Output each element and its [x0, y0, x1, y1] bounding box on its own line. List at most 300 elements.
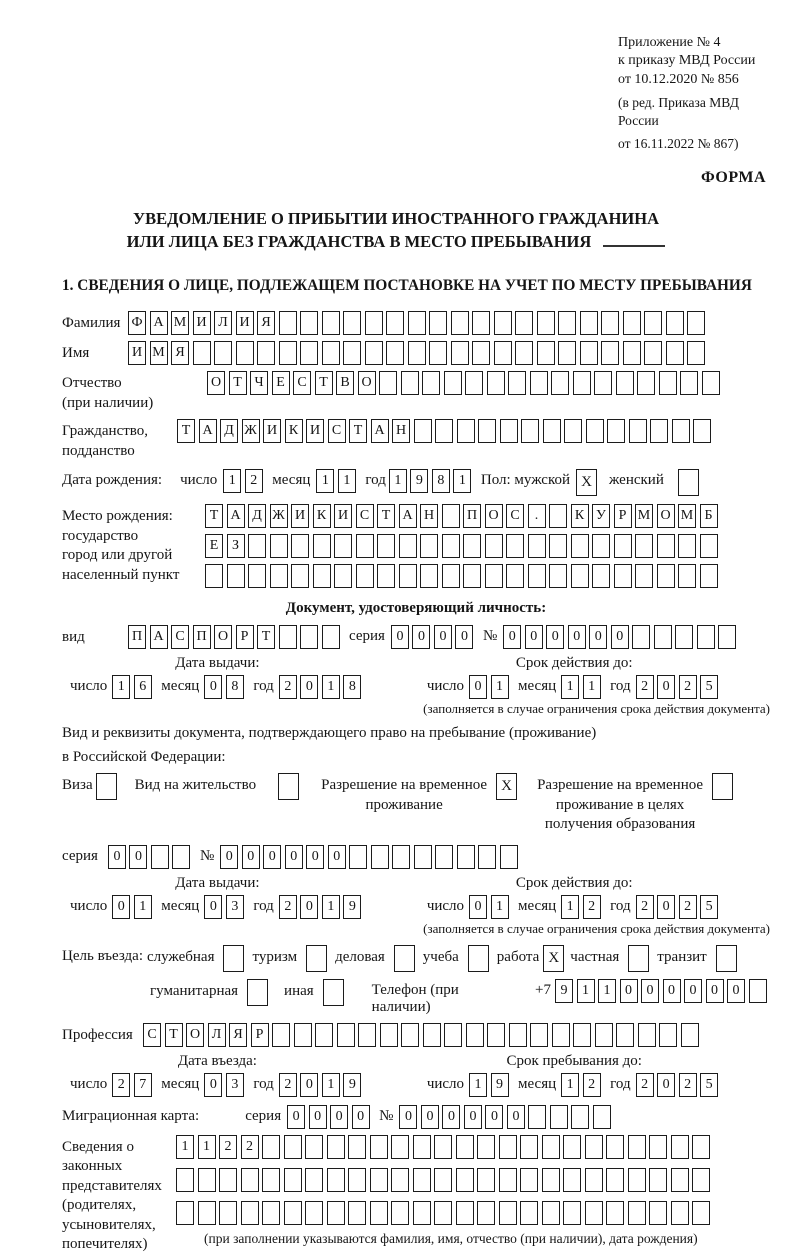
- char-cell[interactable]: [542, 1201, 560, 1225]
- char-cell[interactable]: [380, 1023, 398, 1047]
- char-cell[interactable]: [198, 1201, 216, 1225]
- char-cell[interactable]: М: [635, 504, 653, 528]
- char-cell[interactable]: 5: [700, 895, 718, 919]
- char-cell[interactable]: [386, 341, 404, 365]
- char-cell[interactable]: 1: [316, 469, 334, 493]
- char-cell[interactable]: [377, 564, 395, 588]
- char-cell[interactable]: [571, 564, 589, 588]
- char-cell[interactable]: [294, 1023, 312, 1047]
- char-cell[interactable]: [478, 419, 496, 443]
- char-cell[interactable]: [594, 371, 612, 395]
- char-cell[interactable]: А: [227, 504, 245, 528]
- char-cell[interactable]: [592, 534, 610, 558]
- char-cell[interactable]: [637, 371, 655, 395]
- char-cell[interactable]: [477, 1201, 495, 1225]
- char-cell[interactable]: И: [193, 311, 211, 335]
- char-cell[interactable]: [675, 625, 693, 649]
- char-cell[interactable]: И: [128, 341, 146, 365]
- char-cell[interactable]: [592, 564, 610, 588]
- char-cell[interactable]: [520, 1135, 538, 1159]
- char-cell[interactable]: 1: [389, 469, 407, 493]
- char-cell[interactable]: 0: [242, 845, 260, 869]
- char-cell[interactable]: Т: [229, 371, 247, 395]
- char-cell[interactable]: [456, 1201, 474, 1225]
- char-cell[interactable]: [506, 534, 524, 558]
- char-cell[interactable]: [573, 1023, 591, 1047]
- char-cell[interactable]: О: [214, 625, 232, 649]
- char-cell[interactable]: 0: [657, 1073, 675, 1097]
- char-cell[interactable]: [749, 979, 767, 1003]
- char-cell[interactable]: 0: [330, 1105, 348, 1129]
- char-cell[interactable]: [300, 341, 318, 365]
- char-cell[interactable]: 1: [338, 469, 356, 493]
- char-cell[interactable]: 0: [112, 895, 130, 919]
- char-cell[interactable]: 2: [279, 895, 297, 919]
- char-cell[interactable]: 1: [561, 895, 579, 919]
- char-cell[interactable]: [635, 564, 653, 588]
- purpose-business-checkbox[interactable]: [223, 945, 244, 972]
- purpose-commercial-checkbox[interactable]: [394, 945, 415, 972]
- char-cell[interactable]: Ж: [270, 504, 288, 528]
- char-cell[interactable]: А: [199, 419, 217, 443]
- char-cell[interactable]: [644, 341, 662, 365]
- char-cell[interactable]: [521, 419, 539, 443]
- char-cell[interactable]: Ч: [250, 371, 268, 395]
- char-cell[interactable]: Л: [208, 1023, 226, 1047]
- char-cell[interactable]: 0: [507, 1105, 525, 1129]
- char-cell[interactable]: [649, 1168, 667, 1192]
- char-cell[interactable]: 0: [684, 979, 702, 1003]
- visa-checkbox[interactable]: [96, 773, 117, 800]
- char-cell[interactable]: Т: [315, 371, 333, 395]
- char-cell[interactable]: [334, 534, 352, 558]
- char-cell[interactable]: 2: [679, 675, 697, 699]
- char-cell[interactable]: 0: [412, 625, 430, 649]
- char-cell[interactable]: [451, 311, 469, 335]
- char-cell[interactable]: [623, 311, 641, 335]
- char-cell[interactable]: [466, 1023, 484, 1047]
- char-cell[interactable]: 0: [129, 845, 147, 869]
- char-cell[interactable]: И: [263, 419, 281, 443]
- char-cell[interactable]: [379, 371, 397, 395]
- char-cell[interactable]: [671, 1201, 689, 1225]
- char-cell[interactable]: 0: [657, 895, 675, 919]
- char-cell[interactable]: [457, 845, 475, 869]
- char-cell[interactable]: [327, 1201, 345, 1225]
- char-cell[interactable]: Д: [220, 419, 238, 443]
- char-cell[interactable]: 1: [561, 1073, 579, 1097]
- char-cell[interactable]: [413, 1135, 431, 1159]
- char-cell[interactable]: [549, 534, 567, 558]
- char-cell[interactable]: 0: [568, 625, 586, 649]
- char-cell[interactable]: [506, 564, 524, 588]
- char-cell[interactable]: [313, 564, 331, 588]
- temp-permit-checkbox[interactable]: X: [496, 773, 517, 800]
- char-cell[interactable]: [657, 564, 675, 588]
- char-cell[interactable]: [520, 1168, 538, 1192]
- char-cell[interactable]: [176, 1168, 194, 1192]
- char-cell[interactable]: У: [592, 504, 610, 528]
- char-cell[interactable]: [530, 1023, 548, 1047]
- char-cell[interactable]: [337, 1023, 355, 1047]
- char-cell[interactable]: Я: [229, 1023, 247, 1047]
- char-cell[interactable]: [494, 311, 512, 335]
- gender-female-checkbox[interactable]: [678, 469, 699, 496]
- edu-permit-checkbox[interactable]: [712, 773, 733, 800]
- char-cell[interactable]: 0: [421, 1105, 439, 1129]
- char-cell[interactable]: [700, 564, 718, 588]
- char-cell[interactable]: В: [336, 371, 354, 395]
- char-cell[interactable]: 3: [226, 895, 244, 919]
- char-cell[interactable]: [585, 1135, 603, 1159]
- char-cell[interactable]: 1: [134, 895, 152, 919]
- char-cell[interactable]: Т: [349, 419, 367, 443]
- char-cell[interactable]: 0: [589, 625, 607, 649]
- char-cell[interactable]: [442, 534, 460, 558]
- char-cell[interactable]: 7: [134, 1073, 152, 1097]
- char-cell[interactable]: [472, 311, 490, 335]
- char-cell[interactable]: 2: [679, 895, 697, 919]
- char-cell[interactable]: [408, 341, 426, 365]
- char-cell[interactable]: А: [150, 625, 168, 649]
- char-cell[interactable]: [422, 371, 440, 395]
- char-cell[interactable]: Л: [214, 311, 232, 335]
- char-cell[interactable]: [678, 564, 696, 588]
- char-cell[interactable]: [635, 534, 653, 558]
- char-cell[interactable]: [718, 625, 736, 649]
- char-cell[interactable]: [628, 1135, 646, 1159]
- char-cell[interactable]: [580, 341, 598, 365]
- char-cell[interactable]: [550, 1105, 568, 1129]
- char-cell[interactable]: С: [328, 419, 346, 443]
- char-cell[interactable]: [444, 371, 462, 395]
- char-cell[interactable]: П: [128, 625, 146, 649]
- char-cell[interactable]: [463, 534, 481, 558]
- char-cell[interactable]: [552, 1023, 570, 1047]
- char-cell[interactable]: З: [227, 534, 245, 558]
- char-cell[interactable]: [262, 1135, 280, 1159]
- char-cell[interactable]: 2: [279, 1073, 297, 1097]
- char-cell[interactable]: 2: [636, 1073, 654, 1097]
- char-cell[interactable]: Д: [248, 504, 266, 528]
- char-cell[interactable]: [563, 1201, 581, 1225]
- char-cell[interactable]: 0: [546, 625, 564, 649]
- char-cell[interactable]: [429, 311, 447, 335]
- char-cell[interactable]: [391, 1168, 409, 1192]
- char-cell[interactable]: [315, 1023, 333, 1047]
- char-cell[interactable]: [595, 1023, 613, 1047]
- char-cell[interactable]: [435, 845, 453, 869]
- char-cell[interactable]: [262, 1201, 280, 1225]
- char-cell[interactable]: 2: [636, 675, 654, 699]
- char-cell[interactable]: А: [399, 504, 417, 528]
- char-cell[interactable]: 8: [432, 469, 450, 493]
- char-cell[interactable]: 0: [352, 1105, 370, 1129]
- char-cell[interactable]: 2: [636, 895, 654, 919]
- char-cell[interactable]: [370, 1201, 388, 1225]
- char-cell[interactable]: [413, 1201, 431, 1225]
- char-cell[interactable]: 1: [223, 469, 241, 493]
- char-cell[interactable]: [241, 1201, 259, 1225]
- char-cell[interactable]: 0: [306, 845, 324, 869]
- char-cell[interactable]: 5: [700, 1073, 718, 1097]
- char-cell[interactable]: [151, 845, 169, 869]
- char-cell[interactable]: [305, 1168, 323, 1192]
- char-cell[interactable]: [322, 311, 340, 335]
- char-cell[interactable]: 1: [561, 675, 579, 699]
- char-cell[interactable]: [515, 311, 533, 335]
- char-cell[interactable]: [558, 311, 576, 335]
- char-cell[interactable]: 9: [343, 1073, 361, 1097]
- char-cell[interactable]: [291, 534, 309, 558]
- char-cell[interactable]: [616, 1023, 634, 1047]
- char-cell[interactable]: [434, 1135, 452, 1159]
- char-cell[interactable]: [537, 341, 555, 365]
- char-cell[interactable]: [650, 419, 668, 443]
- purpose-other-checkbox[interactable]: [323, 979, 344, 1006]
- char-cell[interactable]: 2: [583, 1073, 601, 1097]
- char-cell[interactable]: 0: [620, 979, 638, 1003]
- char-cell[interactable]: 0: [300, 1073, 318, 1097]
- char-cell[interactable]: [420, 564, 438, 588]
- char-cell[interactable]: [434, 1201, 452, 1225]
- char-cell[interactable]: Р: [236, 625, 254, 649]
- char-cell[interactable]: [300, 311, 318, 335]
- char-cell[interactable]: [499, 1135, 517, 1159]
- char-cell[interactable]: Я: [171, 341, 189, 365]
- char-cell[interactable]: [563, 1168, 581, 1192]
- char-cell[interactable]: Т: [177, 419, 195, 443]
- char-cell[interactable]: [348, 1135, 366, 1159]
- char-cell[interactable]: 0: [469, 675, 487, 699]
- char-cell[interactable]: [365, 341, 383, 365]
- residence-permit-checkbox[interactable]: [278, 773, 299, 800]
- char-cell[interactable]: 0: [641, 979, 659, 1003]
- char-cell[interactable]: 1: [322, 1073, 340, 1097]
- char-cell[interactable]: П: [463, 504, 481, 528]
- char-cell[interactable]: [472, 341, 490, 365]
- char-cell[interactable]: [356, 564, 374, 588]
- char-cell[interactable]: О: [358, 371, 376, 395]
- char-cell[interactable]: [477, 1135, 495, 1159]
- char-cell[interactable]: [279, 341, 297, 365]
- char-cell[interactable]: [678, 534, 696, 558]
- char-cell[interactable]: [500, 419, 518, 443]
- char-cell[interactable]: И: [306, 419, 324, 443]
- char-cell[interactable]: Р: [614, 504, 632, 528]
- char-cell[interactable]: 0: [706, 979, 724, 1003]
- char-cell[interactable]: 0: [727, 979, 745, 1003]
- char-cell[interactable]: 0: [469, 895, 487, 919]
- char-cell[interactable]: [457, 419, 475, 443]
- char-cell[interactable]: 2: [245, 469, 263, 493]
- char-cell[interactable]: [327, 1168, 345, 1192]
- char-cell[interactable]: [284, 1135, 302, 1159]
- char-cell[interactable]: 0: [300, 675, 318, 699]
- char-cell[interactable]: 0: [442, 1105, 460, 1129]
- char-cell[interactable]: .: [528, 504, 546, 528]
- char-cell[interactable]: [262, 1168, 280, 1192]
- char-cell[interactable]: [671, 1135, 689, 1159]
- char-cell[interactable]: О: [186, 1023, 204, 1047]
- char-cell[interactable]: 0: [434, 625, 452, 649]
- char-cell[interactable]: [442, 564, 460, 588]
- char-cell[interactable]: 0: [204, 895, 222, 919]
- char-cell[interactable]: [628, 1168, 646, 1192]
- char-cell[interactable]: 9: [491, 1073, 509, 1097]
- char-cell[interactable]: 0: [391, 625, 409, 649]
- char-cell[interactable]: [585, 1168, 603, 1192]
- char-cell[interactable]: 0: [657, 675, 675, 699]
- char-cell[interactable]: 3: [226, 1073, 244, 1097]
- char-cell[interactable]: 0: [263, 845, 281, 869]
- char-cell[interactable]: [322, 625, 340, 649]
- char-cell[interactable]: М: [171, 311, 189, 335]
- char-cell[interactable]: [300, 625, 318, 649]
- char-cell[interactable]: [672, 419, 690, 443]
- char-cell[interactable]: 8: [343, 675, 361, 699]
- char-cell[interactable]: 1: [469, 1073, 487, 1097]
- char-cell[interactable]: [623, 341, 641, 365]
- char-cell[interactable]: [305, 1201, 323, 1225]
- char-cell[interactable]: [172, 845, 190, 869]
- char-cell[interactable]: И: [334, 504, 352, 528]
- purpose-private-checkbox[interactable]: [628, 945, 649, 972]
- purpose-humanitarian-checkbox[interactable]: [247, 979, 268, 1006]
- char-cell[interactable]: [327, 1135, 345, 1159]
- char-cell[interactable]: [659, 371, 677, 395]
- char-cell[interactable]: [499, 1168, 517, 1192]
- char-cell[interactable]: [571, 534, 589, 558]
- char-cell[interactable]: [601, 311, 619, 335]
- char-cell[interactable]: [628, 1201, 646, 1225]
- char-cell[interactable]: [606, 1135, 624, 1159]
- char-cell[interactable]: [666, 341, 684, 365]
- char-cell[interactable]: 6: [134, 675, 152, 699]
- char-cell[interactable]: А: [371, 419, 389, 443]
- char-cell[interactable]: 1: [583, 675, 601, 699]
- char-cell[interactable]: [236, 341, 254, 365]
- char-cell[interactable]: 0: [525, 625, 543, 649]
- char-cell[interactable]: М: [678, 504, 696, 528]
- char-cell[interactable]: [391, 1135, 409, 1159]
- char-cell[interactable]: [434, 1168, 452, 1192]
- char-cell[interactable]: 1: [577, 979, 595, 1003]
- char-cell[interactable]: [358, 1023, 376, 1047]
- char-cell[interactable]: [649, 1135, 667, 1159]
- purpose-tourism-checkbox[interactable]: [306, 945, 327, 972]
- char-cell[interactable]: 8: [226, 675, 244, 699]
- char-cell[interactable]: [593, 1105, 611, 1129]
- char-cell[interactable]: [629, 419, 647, 443]
- char-cell[interactable]: 2: [219, 1135, 237, 1159]
- char-cell[interactable]: [365, 311, 383, 335]
- char-cell[interactable]: [371, 845, 389, 869]
- purpose-transit-checkbox[interactable]: [716, 945, 737, 972]
- char-cell[interactable]: [444, 1023, 462, 1047]
- char-cell[interactable]: [370, 1135, 388, 1159]
- char-cell[interactable]: 0: [285, 845, 303, 869]
- char-cell[interactable]: С: [356, 504, 374, 528]
- char-cell[interactable]: [494, 341, 512, 365]
- char-cell[interactable]: [279, 625, 297, 649]
- char-cell[interactable]: [248, 564, 266, 588]
- char-cell[interactable]: [477, 1168, 495, 1192]
- char-cell[interactable]: [272, 1023, 290, 1047]
- char-cell[interactable]: [657, 534, 675, 558]
- char-cell[interactable]: [499, 1201, 517, 1225]
- char-cell[interactable]: [219, 1168, 237, 1192]
- char-cell[interactable]: [377, 534, 395, 558]
- char-cell[interactable]: [401, 371, 419, 395]
- char-cell[interactable]: 0: [300, 895, 318, 919]
- char-cell[interactable]: [606, 1168, 624, 1192]
- char-cell[interactable]: [508, 371, 526, 395]
- char-cell[interactable]: [564, 419, 582, 443]
- char-cell[interactable]: [241, 1168, 259, 1192]
- char-cell[interactable]: [279, 311, 297, 335]
- char-cell[interactable]: [693, 419, 711, 443]
- char-cell[interactable]: М: [150, 341, 168, 365]
- char-cell[interactable]: [463, 564, 481, 588]
- char-cell[interactable]: [193, 341, 211, 365]
- char-cell[interactable]: 2: [679, 1073, 697, 1097]
- char-cell[interactable]: [528, 534, 546, 558]
- char-cell[interactable]: Я: [257, 311, 275, 335]
- char-cell[interactable]: [700, 534, 718, 558]
- char-cell[interactable]: [401, 1023, 419, 1047]
- char-cell[interactable]: [530, 371, 548, 395]
- char-cell[interactable]: [176, 1201, 194, 1225]
- char-cell[interactable]: [370, 1168, 388, 1192]
- char-cell[interactable]: [392, 845, 410, 869]
- char-cell[interactable]: [205, 564, 223, 588]
- char-cell[interactable]: [456, 1168, 474, 1192]
- char-cell[interactable]: 0: [399, 1105, 417, 1129]
- char-cell[interactable]: 0: [464, 1105, 482, 1129]
- char-cell[interactable]: 1: [176, 1135, 194, 1159]
- char-cell[interactable]: 0: [204, 675, 222, 699]
- char-cell[interactable]: [399, 564, 417, 588]
- char-cell[interactable]: 1: [491, 675, 509, 699]
- char-cell[interactable]: [465, 371, 483, 395]
- char-cell[interactable]: [614, 534, 632, 558]
- char-cell[interactable]: 0: [663, 979, 681, 1003]
- char-cell[interactable]: [563, 1135, 581, 1159]
- char-cell[interactable]: [551, 371, 569, 395]
- char-cell[interactable]: [478, 845, 496, 869]
- char-cell[interactable]: С: [171, 625, 189, 649]
- char-cell[interactable]: [270, 534, 288, 558]
- char-cell[interactable]: [435, 419, 453, 443]
- char-cell[interactable]: С: [143, 1023, 161, 1047]
- char-cell[interactable]: 9: [410, 469, 428, 493]
- char-cell[interactable]: 2: [241, 1135, 259, 1159]
- char-cell[interactable]: Н: [420, 504, 438, 528]
- char-cell[interactable]: [485, 564, 503, 588]
- char-cell[interactable]: [528, 1105, 546, 1129]
- char-cell[interactable]: [549, 564, 567, 588]
- char-cell[interactable]: 0: [328, 845, 346, 869]
- char-cell[interactable]: 1: [198, 1135, 216, 1159]
- char-cell[interactable]: [680, 371, 698, 395]
- char-cell[interactable]: Е: [272, 371, 290, 395]
- char-cell[interactable]: [313, 534, 331, 558]
- char-cell[interactable]: [348, 1201, 366, 1225]
- char-cell[interactable]: 5: [700, 675, 718, 699]
- char-cell[interactable]: [671, 1168, 689, 1192]
- char-cell[interactable]: [386, 311, 404, 335]
